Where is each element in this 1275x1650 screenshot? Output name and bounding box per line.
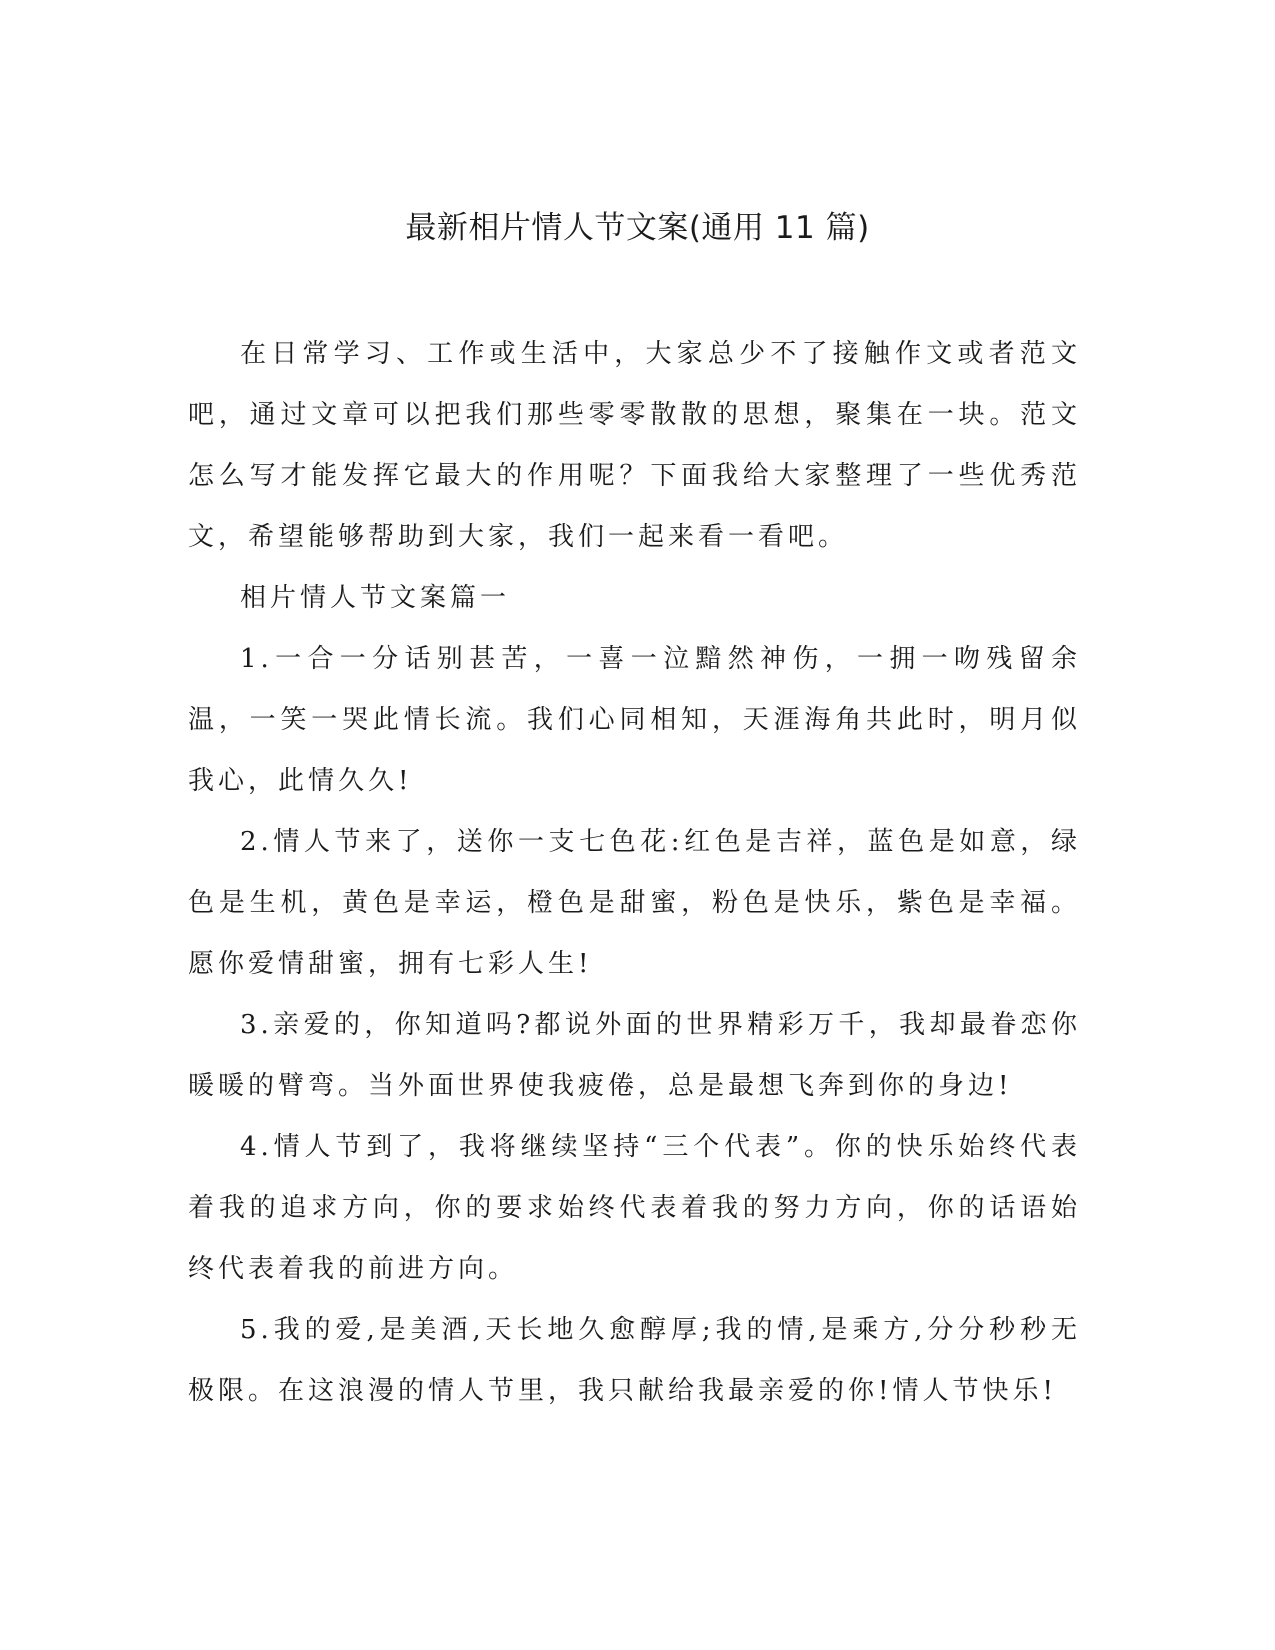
list-item: 3.亲爱的，你知道吗?都说外面的世界精彩万千，我却最眷恋你暖暖的臂弯。当外面世界使我疲倦，总是最想飞奔到你的身边! [188,1010,1081,1101]
list-item: 5.我的爱,是美酒,天长地久愈醇厚;我的情,是乘方,分分秒秒无极限。在这浪漫的情人节里，我只献给我最亲爱的你!情人节快乐! [188,1315,1081,1406]
list-item: 1.一合一分话别甚苦，一喜一泣黯然神伤，一拥一吻残留余温，一笑一哭此情长流。我们心同相知，天涯海角共此时，明月似我心，此情久久! [188,644,1081,796]
section-heading: 相片情人节文案篇一 [240,583,511,613]
document-title: 最新相片情人节文案(通用 11 篇) [405,210,870,246]
list-item: 4.情人节到了，我将继续坚持“三个代表”。你的快乐始终代表着我的追求方向，你的要求始终代表着我的努力方向，你的话语始终代表着我的前进方向。 [188,1132,1081,1284]
document-body [188,324,1081,1422]
intro-paragraph: 在日常学习、工作或生活中，大家总少不了接触作文或者范文吧，通过文章可以把我们那些零零散散的思想，聚集在一块。范文怎么写才能发挥它最大的作用呢？下面我给大家整理了一些优秀范文，希望能够帮助到大家，我们一起来看一看吧。 [188,339,1081,552]
list-item: 2.情人节来了，送你一支七色花:红色是吉祥，蓝色是如意，绿色是生机，黄色是幸运，橙色是甜蜜，粉色是快乐，紫色是幸福。愿你爱情甜蜜，拥有七彩人生! [188,827,1081,979]
